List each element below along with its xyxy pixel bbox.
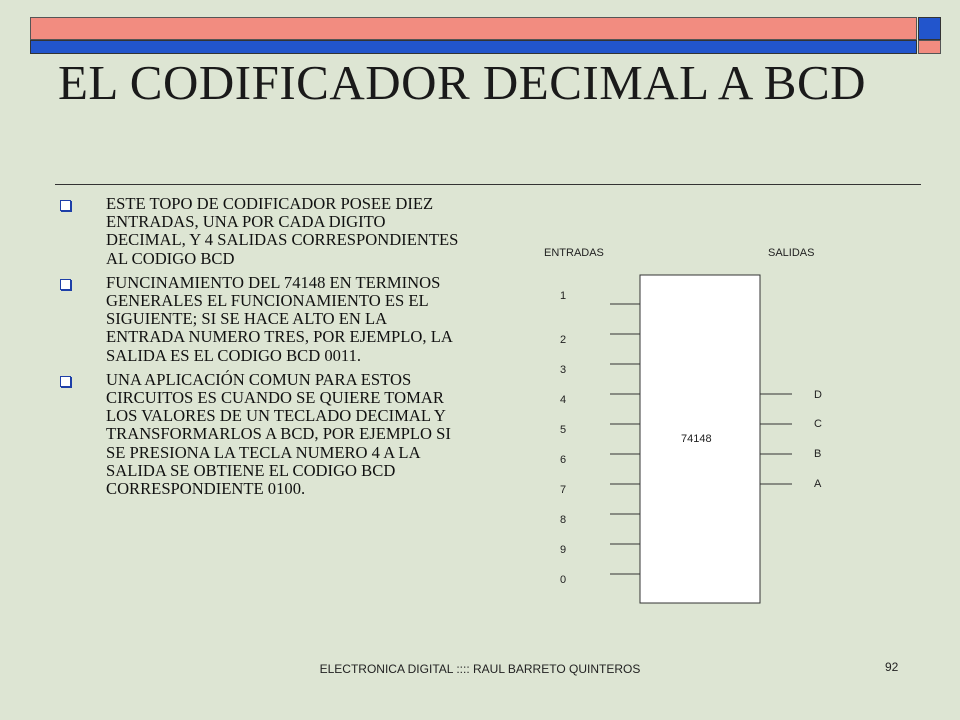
outputs-heading: SALIDAS: [768, 247, 815, 259]
input-pin-label: 6: [560, 454, 567, 466]
output-pin-label: C: [814, 418, 822, 430]
bullet-list: [60, 195, 460, 504]
square-bullet-icon: [60, 376, 71, 387]
page-number: 92: [885, 660, 899, 674]
input-pin-label: 3: [560, 364, 567, 376]
title-divider: [55, 184, 921, 185]
square-bullet-icon: [60, 200, 71, 211]
square-bullet-icon: [60, 279, 71, 290]
input-pin-label: 7: [560, 484, 567, 496]
input-pin-label: 8: [560, 514, 567, 526]
output-pins: [760, 389, 822, 490]
input-pin-label: 5: [560, 424, 567, 436]
input-pins: [560, 290, 640, 586]
output-pin-label: A: [814, 478, 822, 490]
bullet-text: FUNCINAMIENTO DEL 74148 EN TERMINOS GENERALES EL FUNCIONAMIENTO ES EL SIGUIENTE; SI SE HACE ALTO EN LA ENTRADA NUMERO TRES, POR EJEMPLO, LA SALIDA ES EL CODIGO BCD 0011.: [106, 272, 452, 365]
input-pin-label: 2: [560, 334, 567, 346]
chip-label: 74148: [681, 433, 712, 445]
bullet-item: [60, 195, 460, 268]
output-pin-label: B: [814, 448, 822, 460]
input-pin-label: 4: [560, 394, 567, 406]
bullet-item: [60, 371, 460, 498]
bullet-text: UNA APLICACIÓN COMUN PARA ESTOS CIRCUITOS ES CUANDO SE QUIERE TOMAR LOS VALORES DE UN TECLADO DECIMAL Y TRANSFORMARLOS A BCD, POR EJEMPLO SI SE PRESIONA LA TECLA NUMERO 4 A LA SALIDA SE OBTIENE EL CODIGO BCD CORRESPONDIENTE 0100.: [106, 369, 451, 499]
input-pin-label: 0: [560, 574, 567, 586]
bullet-text: ESTE TOPO DE CODIFICADOR POSEE DIEZ ENTRADAS, UNA POR CADA DIGITO DECIMAL, Y 4 SALIDAS CORRESPONDIENTES AL CODIGO BCD: [106, 194, 459, 268]
input-pin-label: 9: [560, 544, 567, 556]
inputs-heading: ENTRADAS: [544, 247, 604, 259]
input-pin-label: 1: [560, 290, 567, 302]
header-square-pink: [918, 40, 941, 54]
encoder-diagram: [530, 235, 840, 615]
slide-title: EL CODIFICADOR DECIMAL A BCD: [58, 55, 867, 110]
header-bar-top: [30, 17, 917, 40]
output-pin-label: D: [814, 389, 822, 401]
header-square-blue: [918, 17, 941, 40]
bullet-item: [60, 274, 460, 365]
footer-text: ELECTRONICA DIGITAL :::: RAUL BARRETO QUINTEROS: [319, 662, 641, 676]
